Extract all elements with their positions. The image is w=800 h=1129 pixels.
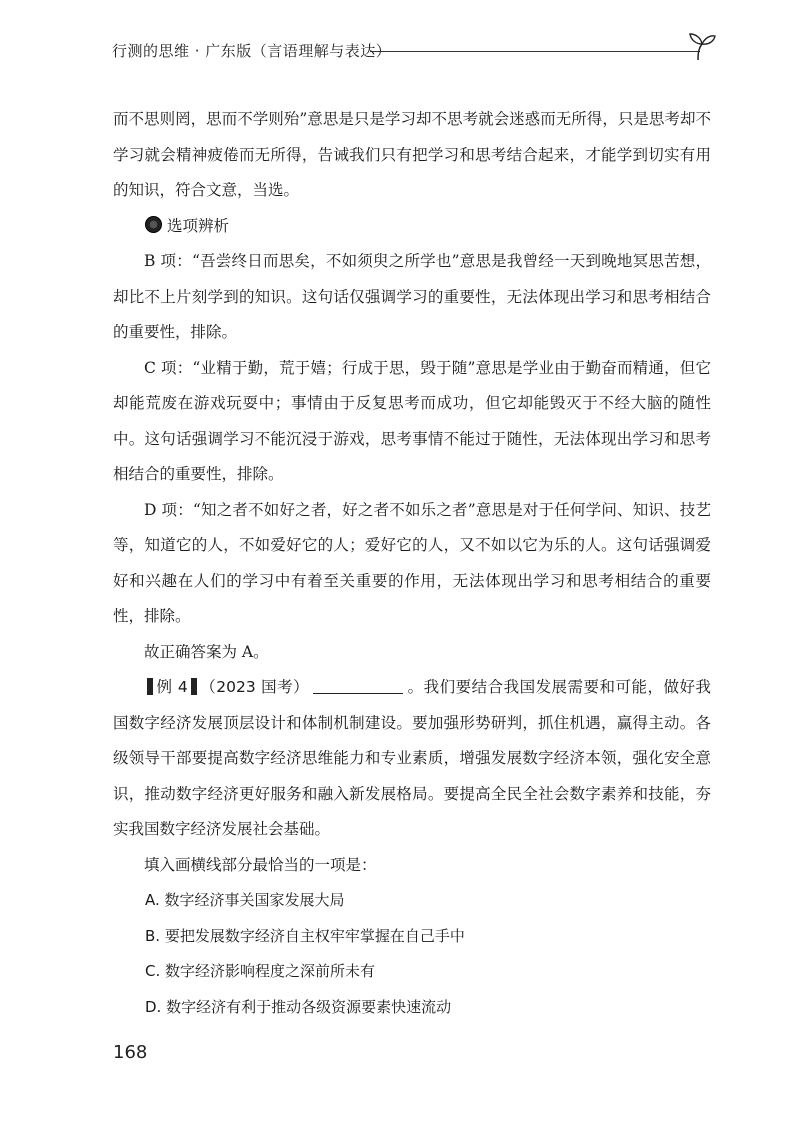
page-content <box>113 102 711 1025</box>
paragraph-option-d: D 项：“知之者不如好之者，好之者不如乐之者”意思是对于任何学问、知识、技艺等，知道它的人，不如爱好它的人；爱好它的人，又不如以它为乐的人。这句话强调爱好和兴趣在人们的学习中有着至关重要的作用，无法体现出学习和思考相结合的重要性，排除。 <box>113 500 711 625</box>
option-b: B. 要把发展数字经济自主权牢牢掌握在自己手中 <box>145 926 465 945</box>
answer-line: 故正确答案为 A。 <box>144 642 269 661</box>
example-text: 。我们要结合我国发展需要和可能，做好我国数字经济发展顶层设计和体制机制建设。要加强形势研判，抓住机遇，赢得主动。各级领导干部要提高数字经济思维能力和专业素质，增强发展数字经济本领，强化安全意识，推动数字经济更好服务和融入新发展格局。要提高全民全社会数字素养和技能，夯实我国数字经济发展社会基础。 <box>113 678 711 838</box>
bullet-icon <box>145 216 162 233</box>
example-paragraph <box>113 670 711 848</box>
header-rule <box>370 51 700 52</box>
book-title: 行测的思维 · 广东版（言语理解与表达） <box>112 42 392 60</box>
page-number: 168 <box>113 1042 148 1063</box>
paragraph-option-c: C 项：“业精于勤，荒于嬉；行成于思，毁于随”意思是学业由于勤奋而精通，但它却能荒废在游戏玩耍中；事情由于反复思考而成功，但它却能毁灭于不经大脑的随性中。这句话强调学习不能沉浸于游戏，思考事情不能过于随性，无法体现出学习和思考相结合的重要性，排除。 <box>113 358 711 483</box>
example-label: 例 4 <box>156 678 188 696</box>
section-heading <box>145 209 711 245</box>
bracket-left-icon <box>147 678 153 695</box>
running-header <box>112 28 712 68</box>
question-prompt: 填入画横线部分最恰当的一项是： <box>144 855 377 874</box>
paragraph-continuation: 而不思则罔，思而不学则殆”意思是只是学习却不思考就会迷惑而无所得，只是思考却不学习就会精神疲倦而无所得，告诫我们只有把学习和思考结合起来，才能学到切实有用的知识，符合文意，当选。 <box>113 110 711 199</box>
option-d: D. 数字经济有利于推动各级资源要素快速流动 <box>145 997 452 1016</box>
bracket-right-icon <box>191 678 197 695</box>
example-source: （2023 国考） <box>199 678 310 696</box>
section-heading-text: 选项辨析 <box>167 216 230 235</box>
paragraph-option-b: B 项：“吾尝终日而思矣，不如须臾之所学也”意思是我曾经一天到晚地冥思苦想，却比不上片刻学到的知识。这句话仅强调学习的重要性，无法体现出学习和思考相结合的重要性，排除。 <box>113 252 711 341</box>
fill-in-blank <box>313 679 403 694</box>
option-a: A. 数字经济事关国家发展大局 <box>145 891 345 909</box>
sprout-icon <box>684 30 718 64</box>
option-c: C. 数字经济影响程度之深前所未有 <box>145 962 376 980</box>
